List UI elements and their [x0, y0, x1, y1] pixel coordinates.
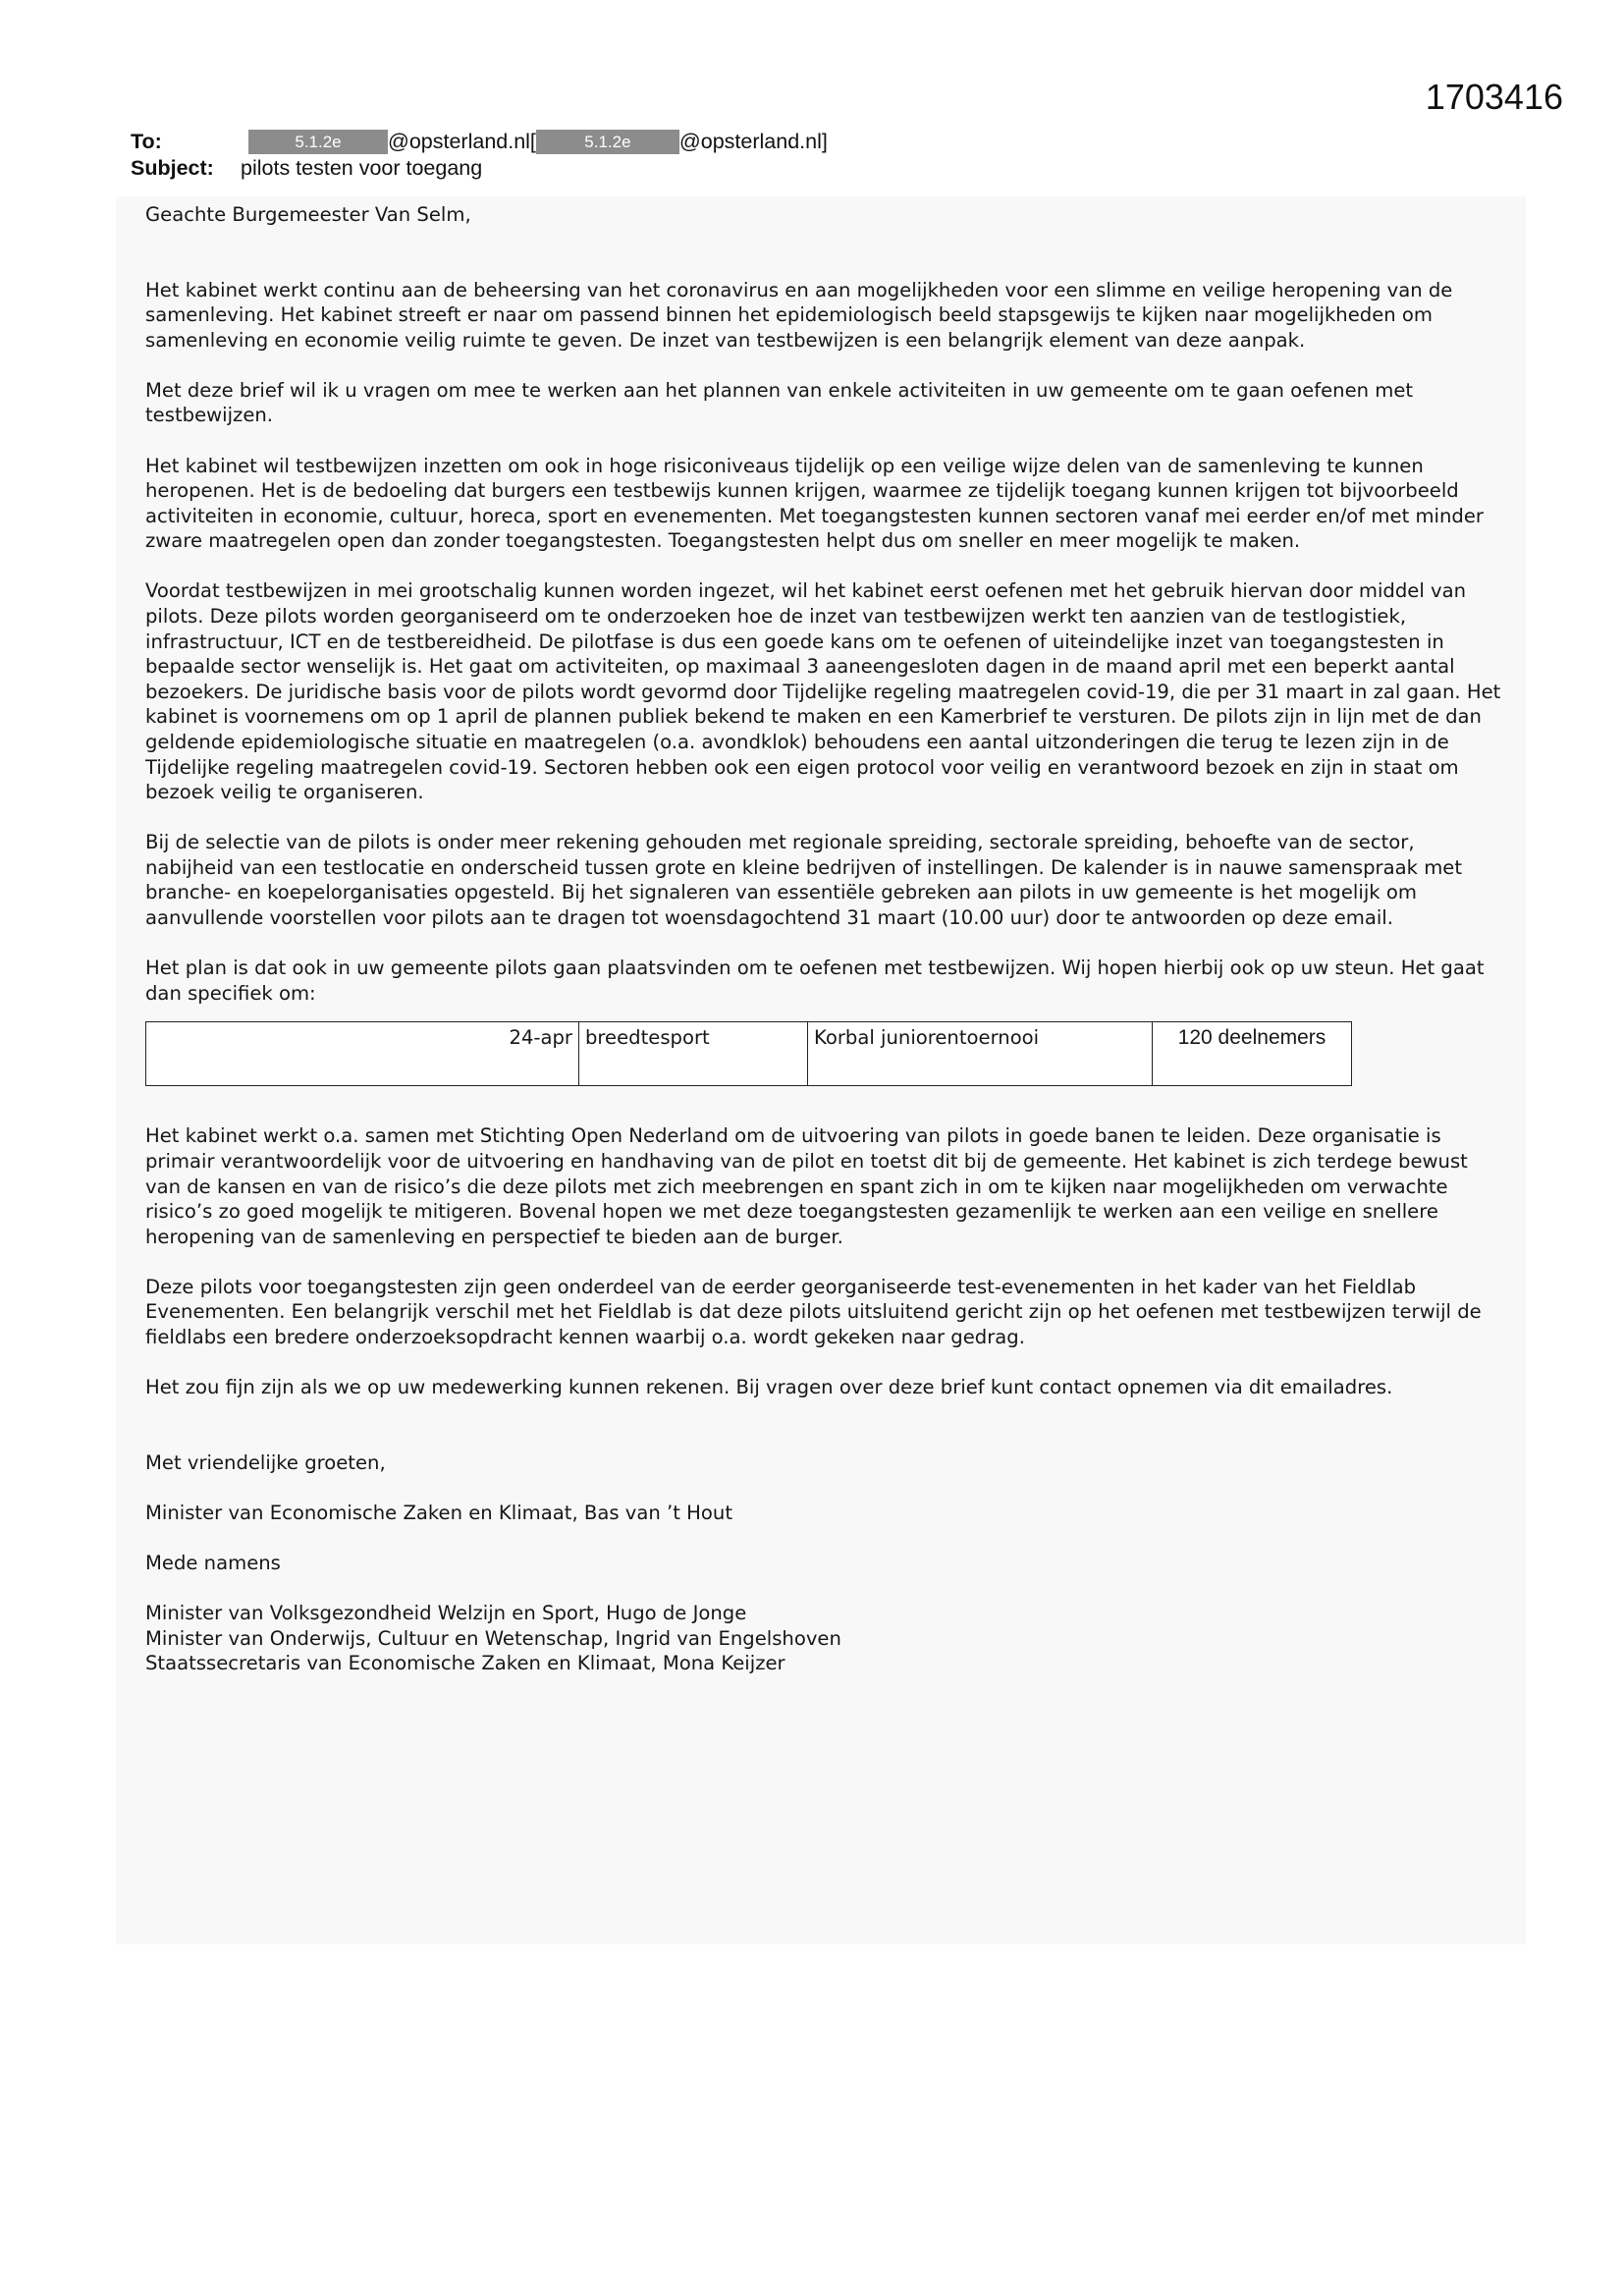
paragraph: Het plan is dat ook in uw gemeente pilots gaan plaatsvinden om te oefenen met testbewijzen. Wij hopen hierbij ook op uw steun. Het gaat dan specifiek om: [145, 957, 1485, 1005]
co-signatory: Minister van Onderwijs, Cultuur en Wetenschap, Ingrid van Engelshoven [145, 1626, 841, 1650]
paragraph: Met deze brief wil ik u vragen om mee te werken aan het plannen van enkele activiteiten in uw gemeente om te gaan oefenen met testbewijzen. [145, 378, 1414, 427]
to-label: To: [131, 130, 162, 153]
co-signed-intro: Mede namens [145, 1551, 281, 1574]
paragraph: Bij de selectie van de pilots is onder meer rekening gehouden met regionale spreiding, sectorale spreiding, behoefte van de sector, nabijheid van een testlocatie en onderscheid tussen grote en kleine bedrijven of instellingen. De kalender is in nauwe samenspraak met branche- en koepelorganisaties opgesteld. Bij het signaleren van essentiële gebreken aan pilots in uw gemeente is het mogelijk om aanvullende voorstellen voor pilots aan te dragen tot woensdagochtend 31 maart (10.00 uur) door te antwoorden op deze email. [145, 831, 1463, 930]
pilot-table [145, 1021, 1352, 1086]
table-row [146, 1022, 1352, 1086]
paragraph: Het kabinet werkt continu aan de beheersing van het coronavirus en aan mogelijkheden voor een slimme en veilige heropening van de samenleving. Het kabinet streeft er naar om passend binnen het epidemiologisch beeld stapsgewijs te kijken naar mogelijkheden om samenleving en economie veilig ruimte te geven. De inzet van testbewijzen is een belangrijk element van deze aanpak. [145, 278, 1453, 352]
paragraph: Het kabinet werkt o.a. samen met Stichting Open Nederland om de uitvoering van pilots in goede banen te leiden. Deze organisatie is primair verantwoordelijk voor de uitvoering en handhaving van de pilot en toetst dit bij de gemeente. Het kabinet is zich terdege bewust van de kansen en van de risico’s die deze pilots met zich meebrengen en spant zich in om te kijken naar mogelijkheden om verwachte risico’s zo goed mogelijk te mitigeren. Bovenal hopen we met deze toegangstesten gezamenlijk te werken aan een veilige en snellere heropening van de samenleving en perspectief te bieden aan de burger. [145, 1124, 1468, 1248]
redaction-box: 5.1.2e [248, 130, 388, 154]
co-signatory: Staatssecretaris van Economische Zaken en Klimaat, Mona Keijzer [145, 1652, 785, 1675]
to-row [131, 129, 828, 155]
salutation: Geachte Burgemeester Van Selm, [145, 203, 471, 226]
subject-label: Subject: [131, 156, 214, 180]
to-domain: @opsterland.nl] [678, 130, 828, 153]
subject-value: pilots testen voor toegang [241, 156, 483, 180]
pilot-type: breedtesport [579, 1022, 808, 1086]
paragraph: Het kabinet wil testbewijzen inzetten om ook in hoge risiconiveaus tijdelijk op een veilige wijze delen van de samenleving te kunnen heropenen. Het is de bedoeling dat burgers een testbewijs kunnen krijgen, waarmee ze tijdelijk toegang kunnen krijgen tot bijvoorbeeld activiteiten in economie, cultuur, horeca, sport en evenementen. Met toegangstesten kunnen sectoren vanaf mei eerder en/of met minder zware maatregelen open dan zonder toegangstesten. Toegangstesten helpt dus om sneller en meer mogelijk te maken. [145, 454, 1484, 553]
email-header [131, 129, 828, 182]
pilot-date: 24-apr [146, 1022, 579, 1086]
paragraph: Deze pilots voor toegangstesten zijn geen onderdeel van de eerder georganiseerde test-evenementen in het kader van het Fieldlab Evenementen. Een belangrijk verschil met het Fieldlab is dat deze pilots uitsluitend gericht zijn op het oefenen met testbewijzen terwijl de fieldlabs een bredere onderzoeksopdracht kennen waarbij o.a. wordt gekeken naar gedrag. [145, 1275, 1482, 1348]
paragraph: Voordat testbewijzen in mei grootschalig kunnen worden ingezet, wil het kabinet eerst oefenen met het gebruik hiervan door middel van pilots. Deze pilots worden georganiseerd om te onderzoeken hoe de inzet van testbewijzen werkt ten aanzien van de testlogistiek, infrastructuur, ICT en de testbereidheid. De pilotfase is dus een goede kans om te oefenen of uiteindelijke inzet van toegangstesten in bepaalde sector wenselijk is. Het gaat om activiteiten, op maximaal 3 aaneengesloten dagen in de maand april met een beperkt aantal bezoekers. De juridische basis voor de pilots wordt gevormd door Tijdelijke regeling maatregelen covid-19, die per 31 maart in zal gaan. Het kabinet is voornemens om op 1 april de plannen publiek bekend te maken en een Kamerbrief te versturen. De pilots zijn in lijn met de dan geldende epidemiologische situatie en maatregelen (o.a. avondklok) behoudens een aantal uitzonderingen die terug te lezen zijn in de Tijdelijke regeling maatregelen covid-19. Sectoren hebben ook een eigen protocol voor veilig en verantwoord bezoek en zijn in staat om bezoek veilig te organiseren. [145, 579, 1501, 804]
to-domain: @opsterland.nl[ [388, 130, 536, 153]
closing: Met vriendelijke groeten, [145, 1450, 386, 1474]
co-signatory: Minister van Volksgezondheid Welzijn en Sport, Hugo de Jonge [145, 1601, 747, 1624]
redaction-box: 5.1.2e [536, 130, 679, 154]
document-number: 1703416 [1425, 77, 1563, 117]
subject-row [131, 155, 828, 182]
signatory: Minister van Economische Zaken en Klimaat, Bas van ’t Hout [145, 1501, 733, 1524]
pilot-event: Korbal juniorentoernooi [808, 1022, 1153, 1086]
paragraph: Het zou fijn zijn als we op uw medewerking kunnen rekenen. Bij vragen over deze brief kunt contact opnemen via dit emailadres. [145, 1376, 1393, 1399]
pilot-participants: 120 deelnemers [1153, 1022, 1352, 1086]
letter-body [145, 202, 1506, 1676]
